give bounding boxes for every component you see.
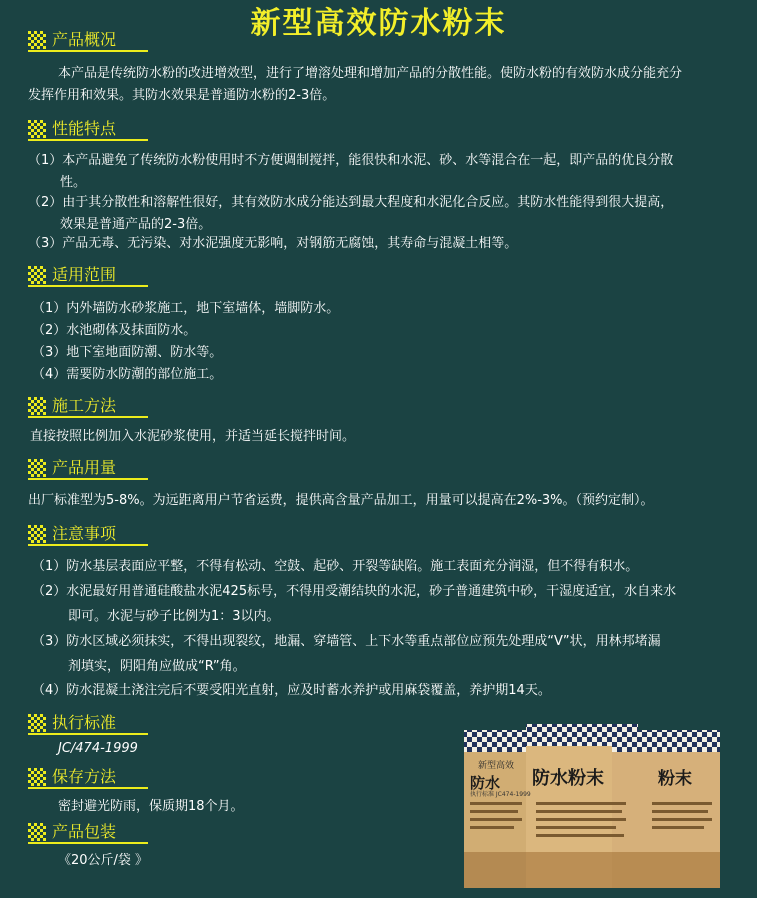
storage-line-1: 密封避光防雨，保质期18个月。 (58, 799, 244, 814)
heading-underline (28, 478, 148, 480)
bag-top-text: 新型高效 (478, 761, 515, 771)
section-heading-label: 保存方法 (52, 767, 117, 786)
checker-square-icon (28, 459, 46, 477)
packaging-line-1: 《20公斤/袋 》 (58, 853, 149, 868)
features-line-4: 效果是普通产品的2-3倍。 (60, 217, 212, 232)
heading-underline (28, 416, 148, 418)
dosage-line-1: 出厂标准型为5-8%。为远距离用户节省运费，提供高含量产品加工，用量可以提高在2%-3%。（预约定制）。 (28, 493, 654, 508)
heading-underline (28, 842, 148, 844)
overview-line-2: 发挥作用和效果。其防水效果是普通防水粉的2-3倍。 (28, 88, 336, 103)
notes-line-6: （4）防水混凝土浇注完后不要受阳光直射，应及时蓄水养护或用麻袋覆盖，养护期14天。 (32, 683, 551, 698)
section-heading-label: 施工方法 (52, 396, 117, 415)
overview-line-1: 本产品是传统防水粉的改进增效型，进行了增溶处理和增加产品的分散性能。使防水粉的有效防水成分能充分 (58, 66, 683, 81)
bag-title-left: 防水 (470, 774, 501, 792)
section-heading-label: 性能特点 (52, 119, 117, 138)
scope-line-4: （4）需要防水防潮的部位施工。 (32, 367, 223, 382)
heading-underline (28, 787, 148, 789)
page-title: 新型高效防水粉末 (250, 6, 507, 41)
product-bags-image (462, 722, 722, 890)
checker-square-icon (28, 120, 46, 138)
standard-line-1: JC/474-1999 (58, 741, 138, 756)
scope-line-3: （3）地下室地面防潮、防水等。 (32, 345, 223, 360)
bag-code: 执行标准 JC474-1999 (470, 791, 531, 798)
heading-underline (28, 139, 148, 141)
section-heading-label: 产品用量 (52, 458, 117, 477)
scope-line-2: （2）水池砌体及抹面防水。 (32, 323, 197, 338)
features-line-3: （2）由于其分散性和溶解性很好，其有效防水成分能达到最大程度和水泥化合反应。其防水性能得到很大提高， (28, 195, 674, 210)
notes-line-1: （1）防水基层表面应平整，不得有松动、空鼓、起砂、开裂等缺陷。施工表面充分润湿，但不得有积水。 (32, 559, 639, 574)
section-heading-label: 适用范围 (52, 265, 117, 284)
features-line-1: （1）本产品避免了传统防水粉使用时不方便调制搅拌，能很快和水泥、砂、水等混合在一起，即产品的优良分散 (28, 153, 674, 168)
section-heading-label: 执行标准 (52, 713, 117, 732)
checker-square-icon (28, 768, 46, 786)
section-heading-label: 产品概况 (52, 30, 117, 49)
features-line-2: 性。 (60, 175, 87, 190)
notes-line-5: 剂填实，阴阳角应做成“R”角。 (68, 659, 246, 674)
heading-underline (28, 544, 148, 546)
bag-title-middle: 防水粉末 (532, 768, 604, 789)
checker-square-icon (28, 823, 46, 841)
features-line-5: （3）产品无毒、无污染、对水泥强度无影响，对钢筋无腐蚀，其寿命与混凝土相等。 (28, 236, 518, 251)
bag-title-right: 粉末 (658, 769, 692, 789)
heading-underline (28, 50, 148, 52)
bag-right (612, 730, 720, 888)
checker-square-icon (28, 397, 46, 415)
notes-line-2: （2）水泥最好用普通硅酸盐水泥425标号，不得用受潮结块的水泥，砂子普通建筑中砂，干湿度适宜，水自来水 (32, 584, 677, 599)
heading-underline (28, 285, 148, 287)
section-heading-label: 注意事项 (52, 524, 117, 543)
method-line-1: 直接按照比例加入水泥砂浆使用，并适当延长搅拌时间。 (30, 429, 356, 444)
checker-square-icon (28, 714, 46, 732)
heading-underline (28, 733, 148, 735)
section-heading-label: 产品包装 (52, 822, 117, 841)
checker-square-icon (28, 525, 46, 543)
scope-line-1: （1）内外墙防水砂浆施工，地下室墙体，墙脚防水。 (32, 301, 340, 316)
checker-square-icon (28, 31, 46, 49)
notes-line-3: 即可。水泥与砂子比例为1：3以内。 (68, 609, 280, 624)
notes-line-4: （3）防水区域必须抹实，不得出现裂纹，地漏、穿墙管、上下水等重点部位应预先处理成“V”状，用林邦堵漏 (32, 634, 661, 649)
checker-square-icon (28, 266, 46, 284)
